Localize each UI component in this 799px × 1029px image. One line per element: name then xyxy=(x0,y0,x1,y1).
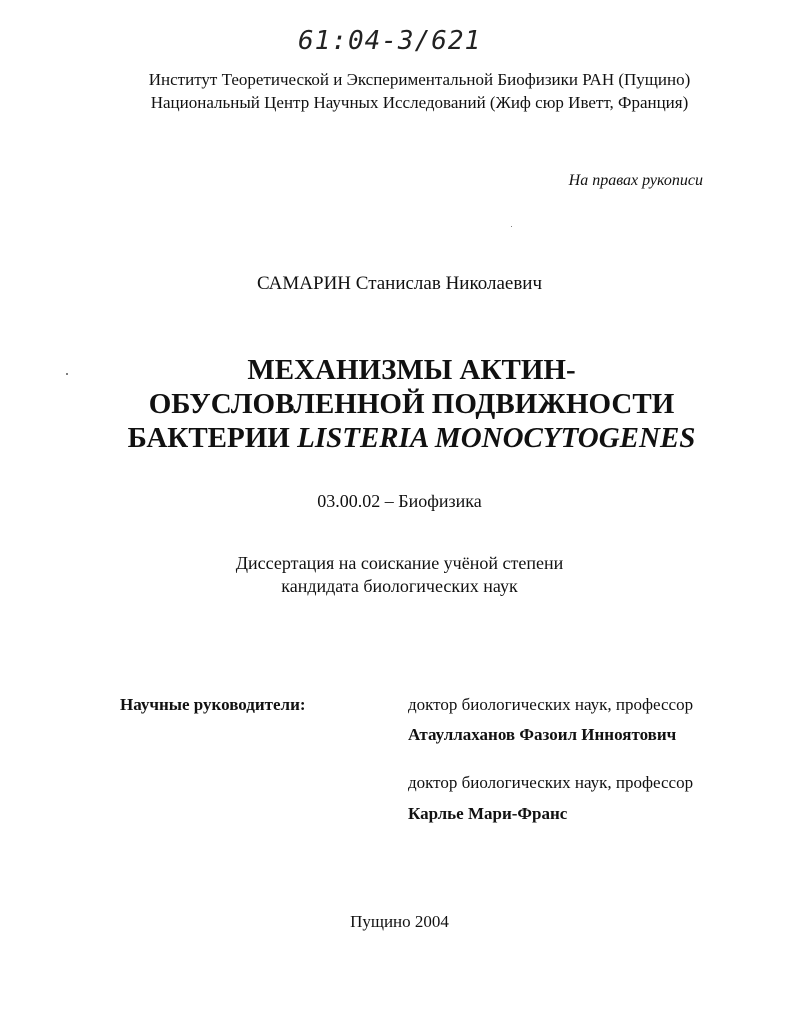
archive-stamp-number: 61:04-3/621 xyxy=(298,26,482,56)
title-line-3-prefix: БАКТЕРИИ xyxy=(127,422,298,454)
supervisor-2-name: Карлье Мари-Франс xyxy=(408,804,568,823)
title-species-name: LISTERIA MONOCYTOGENES xyxy=(297,422,696,454)
place-and-year: Пущино 2004 xyxy=(350,912,449,931)
manuscript-rights-note: На правах рукописи xyxy=(568,172,703,189)
supervisor-1-degree: доктор биологических наук, профессор xyxy=(408,695,694,714)
title-line-3 xyxy=(12,421,799,455)
specialty-code: 03.00.02 – Биофизика xyxy=(317,491,482,511)
dissertation-line-2: кандидата биологических наук xyxy=(281,576,518,596)
title-line-1: МЕХАНИЗМЫ АКТИН- xyxy=(247,354,576,386)
scan-speck xyxy=(66,373,68,375)
dissertation-line-1: Диссертация на соискание учёной степени xyxy=(235,553,564,573)
author-name: САМАРИН Станислав Николаевич xyxy=(256,273,543,294)
supervisors-label: Научные руководители: xyxy=(120,695,306,714)
supervisor-1-name: Атауллаханов Фазоил Инноятович xyxy=(408,725,677,744)
supervisor-2-degree: доктор биологических наук, профессор xyxy=(408,773,694,792)
title-line-2: ОБУСЛОВЛЕННОЙ ПОДВИЖНОСТИ xyxy=(148,388,675,420)
scan-speck xyxy=(511,226,512,227)
institution-line-1: Институт Теоретической и Экспериментальной Биофизики РАН (Пущино) xyxy=(148,70,691,89)
institution-line-2: Национальный Центр Научных Исследований (Жиф сюр Иветт, Франция) xyxy=(150,93,689,112)
